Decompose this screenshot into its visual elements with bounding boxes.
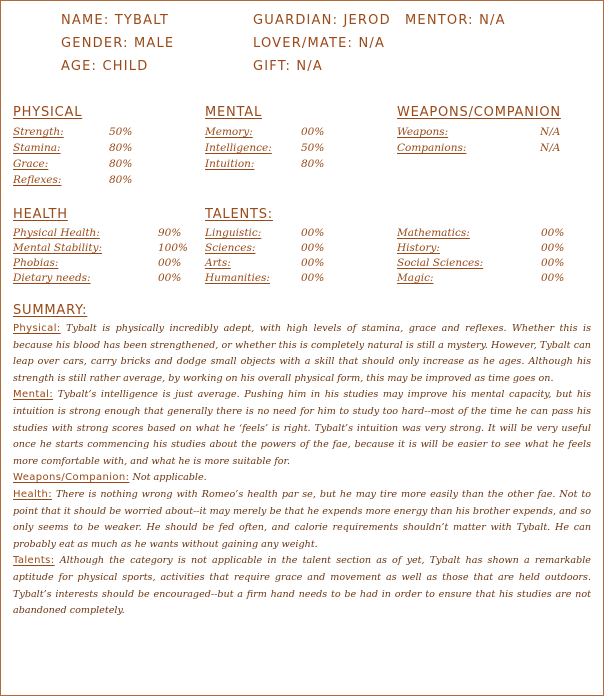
stat-label: Dietary needs: [13, 272, 91, 284]
summary-lead: Mental: [13, 389, 54, 401]
guardian-field: GUARDIAN: JEROD [253, 13, 391, 28]
stat-value: 90% [158, 227, 182, 239]
summary-text: There is nothing wrong with Romeo’s health par se, but he may tire more easily than the other fae. Not to point that it should be worried about--it may merely be that he expends more energy than his brother expends, and so only seems to be weaker. He should be fed often, and calorie requirements shouldn’t matter with Tybalt. He can probably eat as much as he wants without gaining any weight. [13, 488, 591, 550]
gender-field: GENDER: MALE [61, 36, 175, 51]
summary-paragraph [13, 553, 591, 619]
stat-label: Memory: [205, 126, 253, 138]
stat-row [205, 126, 325, 138]
stat-row [397, 242, 565, 254]
stat-label: Intuition: [205, 158, 255, 170]
stat-value: 00% [158, 272, 182, 284]
stat-label: Strength: [13, 126, 64, 138]
stat-value: 00% [301, 242, 325, 254]
mental-title: MENTAL [205, 105, 263, 120]
summary-text: Not applicable. [129, 472, 207, 484]
summary-text: Tybalt is physically incredibly adept, with high levels of stamina, grace and reflexes. Whether this is because his blood has been strengthened, or whether this is completely natural is still a mystery. However, Tybalt can leap over cars, carry bricks and dodge small objects with a skill that should only increase as he ages. Although his strength is still rather average, by working on his overall physical form, this may be improved as time goes on. [13, 323, 591, 384]
stat-row [13, 158, 133, 170]
stat-label: History: [397, 242, 440, 254]
stat-value: 80% [109, 142, 133, 154]
summary-text: Although the category is not applicable in the talent section as of yet, Tybalt has shown a remarkable aptitude for physical sports, activities that require grace and movement as well as those that are held outdoors. Tybalt’s interests should be encouraged--but a firm hand needs to be had in order to ensure that his studies are not abandoned completely. [13, 555, 591, 617]
stat-label: Arts: [205, 257, 231, 269]
stat-value: 80% [109, 174, 133, 186]
stat-label: Grace: [13, 158, 49, 170]
summary-paragraph [13, 487, 591, 553]
stat-value: 80% [301, 158, 325, 170]
stat-value: 80% [109, 158, 133, 170]
stat-value: 00% [301, 257, 325, 269]
stat-row [205, 158, 325, 170]
stat-label: Phobias: [13, 257, 59, 269]
summary-body [13, 321, 591, 620]
stat-row [397, 272, 565, 284]
stat-row [205, 227, 325, 239]
stat-row [397, 142, 561, 154]
stat-row [397, 257, 565, 269]
summary-text: Tybalt’s intelligence is just average. Pushing him in his studies may improve his mental capacity, but his intuition is strong enough that generally there is no need for him to study too hard--most of the time he can pass his studies with strong scores based on what he ‘feels’ is right. Tybalt’s intuition was very strong. It will be very useful once he starts commencing his studies about the powers of the fae, because it is will be easier to see what he feels more comfortable with, and what he is more suitable for. [13, 389, 591, 467]
health-title: HEALTH [13, 207, 68, 222]
stat-value: 50% [109, 126, 133, 138]
stat-label: Intelligence: [205, 142, 272, 154]
stat-value: 00% [541, 257, 565, 269]
stat-value: N/A [540, 126, 561, 138]
stat-row [13, 142, 133, 154]
gift-field: GIFT: N/A [253, 59, 323, 74]
summary-paragraph [13, 387, 591, 470]
stat-label: Magic: [397, 272, 434, 284]
stat-value: 00% [541, 227, 565, 239]
stat-label: Mathematics: [397, 227, 470, 239]
summary-lead: Health: [13, 488, 53, 500]
talents-title: TALENTS: [205, 207, 273, 222]
stat-value: 00% [301, 227, 325, 239]
stat-row [13, 227, 182, 239]
stat-value: 00% [301, 272, 325, 284]
stat-row [397, 227, 565, 239]
stat-row [205, 272, 325, 284]
mentor-field: MENTOR: N/A [405, 13, 506, 28]
weapons-title: WEAPONS/COMPANION [397, 105, 561, 120]
stat-value: 00% [158, 257, 182, 269]
summary-lead: Weapons/Companion: [13, 472, 130, 484]
stat-row [13, 174, 133, 186]
stat-row [13, 272, 182, 284]
stat-value: N/A [540, 142, 561, 154]
summary-title: SUMMARY: [13, 303, 88, 318]
stat-value: 00% [541, 242, 565, 254]
stat-row [205, 242, 325, 254]
stat-row [13, 126, 133, 138]
stat-row [397, 126, 561, 138]
physical-title: PHYSICAL [13, 105, 83, 120]
stat-row [13, 257, 182, 269]
stat-label: Reflexes: [13, 174, 62, 186]
stat-label: Physical Health: [13, 227, 100, 239]
summary-paragraph [13, 321, 591, 387]
stat-label: Weapons: [397, 126, 449, 138]
summary-lead: Talents: [13, 555, 55, 567]
stat-label: Social Sciences: [397, 257, 484, 269]
summary-paragraph [13, 470, 591, 487]
stat-row [13, 242, 189, 254]
stat-value: 100% [158, 242, 189, 254]
stat-row [205, 142, 325, 154]
age-field: AGE: CHILD [61, 59, 149, 74]
stat-label: Humanities: [205, 272, 270, 284]
stat-value: 00% [541, 272, 565, 284]
stat-row [205, 257, 325, 269]
stat-label: Sciences: [205, 242, 256, 254]
stat-label: Stamina: [13, 142, 61, 154]
stat-value: 00% [301, 126, 325, 138]
stat-label: Companions: [397, 142, 467, 154]
stat-label: Mental Stability: [13, 242, 103, 254]
lover-field: LOVER/MATE: N/A [253, 36, 386, 51]
stat-value: 50% [301, 142, 325, 154]
name-field: NAME: TYBALT [61, 13, 170, 28]
stat-label: Linguistic: [205, 227, 262, 239]
summary-lead: Physical: [13, 323, 61, 334]
